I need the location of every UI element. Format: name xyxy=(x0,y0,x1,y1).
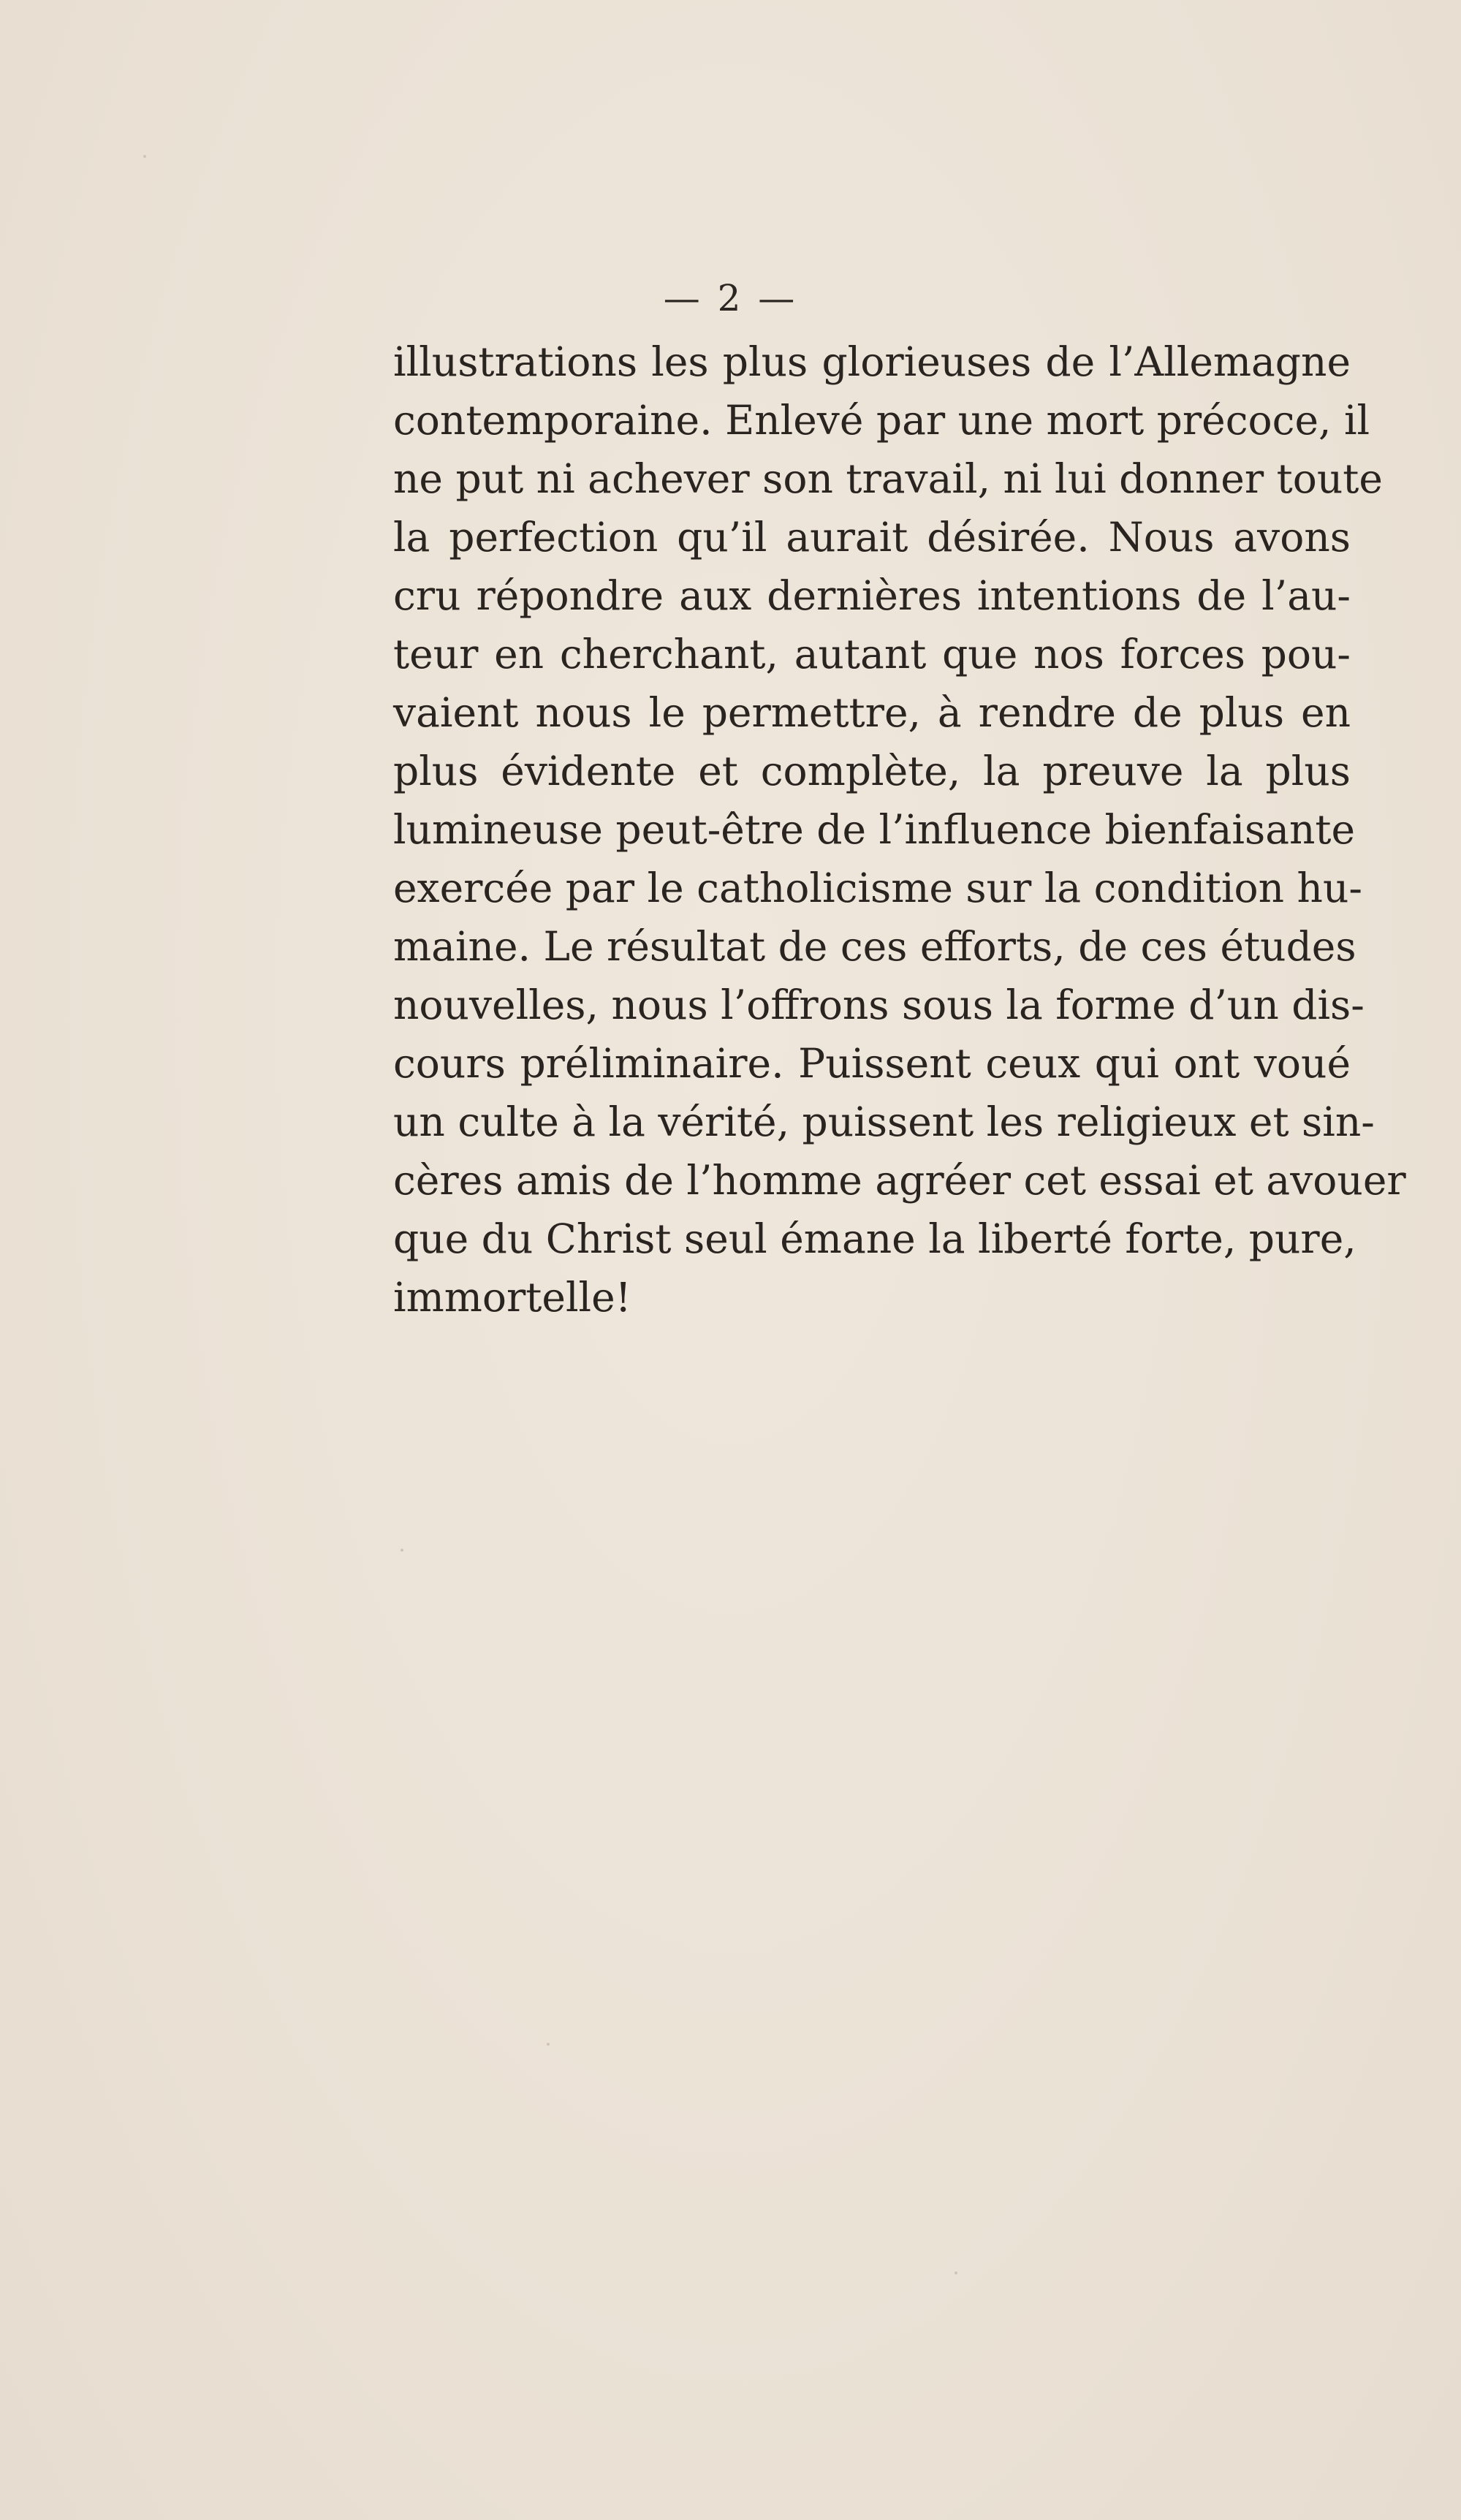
text-line: que du Christ seul émane la liberté forte, pure, xyxy=(393,1215,1356,1262)
text-line: maine. Le résultat de ces efforts, de ces études xyxy=(393,923,1356,970)
text-line: contemporaine. Enlevé par une mort précoce, il xyxy=(393,397,1370,444)
page-number: — 2 — xyxy=(663,277,798,319)
paper-speck xyxy=(401,1549,403,1552)
text-line: illustrations les plus glorieuses de l’Allemagne xyxy=(393,338,1351,385)
text-line: lumineuse peut-être de l’influence bienfaisante xyxy=(393,806,1356,853)
text-line: la perfection qu’il aurait désirée. Nous avons xyxy=(393,514,1351,561)
text-line: cru répondre aux dernières intentions de l’au- xyxy=(393,572,1351,619)
text-line: nouvelles, nous l’offrons sous la forme d’un dis- xyxy=(393,982,1365,1028)
text-line: cères amis de l’homme agréer cet essai et avouer xyxy=(393,1157,1406,1204)
paper-speck xyxy=(955,2272,957,2274)
text-line: vaient nous le permettre, à rendre de plus en xyxy=(393,689,1351,736)
paper-speck xyxy=(547,2043,550,2046)
text-line: teur en cherchant, autant que nos forces pou- xyxy=(393,631,1351,678)
paper-speck xyxy=(143,155,146,158)
text-line: exercée par le catholicisme sur la condition hu- xyxy=(393,865,1362,911)
text-line: ne put ni achever son travail, ni lui donner toute xyxy=(393,455,1383,502)
body-text xyxy=(393,333,1406,1327)
text-line: un culte à la vérité, puissent les religieux et sin- xyxy=(393,1098,1375,1145)
text-line-last: immortelle! xyxy=(393,1274,631,1321)
text-line: plus évidente et complète, la preuve la plus xyxy=(393,748,1351,794)
text-line: cours préliminaire. Puissent ceux qui ont voué xyxy=(393,1040,1351,1087)
